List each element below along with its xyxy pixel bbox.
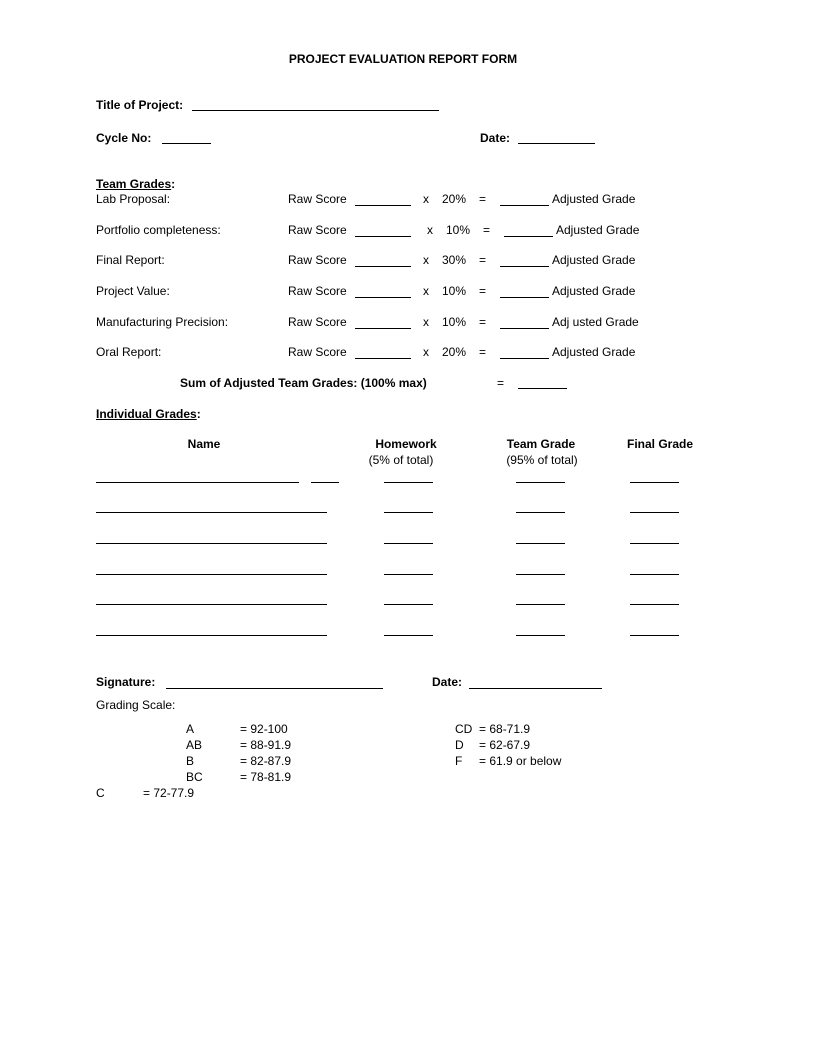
adjusted-grade-label: Adjusted Grade [552,192,636,206]
signature-label: Signature: [96,675,156,689]
grade-letter: F [455,754,463,768]
homework-field[interactable] [384,635,433,636]
sum-label: Sum of Adjusted Team Grades: (100% max) [180,376,427,390]
grade-letter: B [186,754,195,768]
weight-percent: 20% [442,192,467,206]
homework-field[interactable] [384,482,433,483]
grade-range: = 82-87.9 [240,754,292,768]
name-field[interactable] [96,543,327,544]
weight-percent: 30% [442,253,467,267]
grade-letter: C [96,786,105,800]
raw-score-label: Raw Score [288,284,347,298]
team-row-label: Oral Report: [96,345,162,359]
equals-sign: = [479,192,487,206]
raw-score-label: Raw Score [288,253,347,267]
grade-range: = 88-91.9 [240,738,292,752]
date-field[interactable] [518,143,595,144]
page-title: PROJECT EVALUATION REPORT FORM [288,52,518,66]
raw-score-label: Raw Score [288,315,347,329]
team-grades-heading-colon: : [171,177,176,191]
adjusted-grade-field[interactable] [500,266,549,267]
adjusted-grade-label: Adjusted Grade [552,253,636,267]
grade-range: = 68-71.9 [479,722,531,736]
final-grade-field[interactable] [630,543,679,544]
homework-field[interactable] [384,512,433,513]
sum-equals: = [497,376,505,390]
weight-percent: 10% [442,315,467,329]
raw-score-field[interactable] [355,358,411,359]
date-label: Date: [480,131,511,145]
equals-sign: = [479,315,487,329]
team-grade-field[interactable] [516,635,565,636]
times-sign: x [423,345,429,359]
grade-range: = 78-81.9 [240,770,292,784]
col-header-team-sub: (95% of total) [506,453,578,467]
signature-field[interactable] [166,688,383,689]
raw-score-field[interactable] [355,328,411,329]
name-field[interactable] [96,482,299,483]
individual-grades-heading [96,407,201,421]
times-sign: x [423,192,429,206]
weight-percent: 20% [442,345,467,359]
individual-grades-heading-colon: : [196,407,201,421]
equals-sign: = [483,223,491,237]
team-grade-field[interactable] [516,482,565,483]
times-sign: x [427,223,433,237]
homework-field[interactable] [384,543,433,544]
team-row-label: Portfolio completeness: [96,223,221,237]
grade-range: = 72-77.9 [143,786,195,800]
project-title-field[interactable] [192,110,439,111]
times-sign: x [423,253,429,267]
final-grade-field[interactable] [630,604,679,605]
name-field[interactable] [96,574,327,575]
grading-scale-label: Grading Scale: [96,698,176,712]
adjusted-grade-field[interactable] [500,297,549,298]
col-header-team: Team Grade [506,437,576,451]
team-row-label: Lab Proposal: [96,192,171,206]
weight-percent: 10% [446,223,471,237]
sum-field[interactable] [518,388,567,389]
raw-score-label: Raw Score [288,192,347,206]
times-sign: x [423,315,429,329]
grade-letter: AB [186,738,203,752]
col-header-final: Final Grade [626,437,694,451]
raw-score-label: Raw Score [288,223,347,237]
team-grade-field[interactable] [516,574,565,575]
final-grade-field[interactable] [630,574,679,575]
team-row-label: Project Value: [96,284,170,298]
raw-score-field[interactable] [355,205,411,206]
final-grade-field[interactable] [630,482,679,483]
adjusted-grade-label: Adjusted Grade [552,345,636,359]
project-title-label: Title of Project: [96,98,184,112]
times-sign: x [423,284,429,298]
grade-letter: BC [186,770,203,784]
name-field[interactable] [96,604,327,605]
cycle-field[interactable] [162,143,211,144]
raw-score-field[interactable] [355,297,411,298]
cycle-label: Cycle No: [96,131,152,145]
col-header-name: Name [187,437,221,451]
weight-percent: 10% [442,284,467,298]
adjusted-grade-field[interactable] [500,328,549,329]
grade-range: = 92-100 [240,722,288,736]
team-grade-field[interactable] [516,512,565,513]
adjusted-grade-field[interactable] [500,358,549,359]
adjusted-grade-label: Adj usted Grade [552,315,639,329]
signature-date-field[interactable] [469,688,602,689]
individual-grades-heading-text: Individual Grades [96,407,197,421]
homework-field[interactable] [384,574,433,575]
final-grade-field[interactable] [630,512,679,513]
final-grade-field[interactable] [630,635,679,636]
adjusted-grade-label: Adjusted Grade [556,223,640,237]
grade-letter: CD [455,722,473,736]
raw-score-field[interactable] [355,266,411,267]
raw-score-label: Raw Score [288,345,347,359]
name-field[interactable] [96,635,327,636]
grade-letter: A [186,722,195,736]
adjusted-grade-field[interactable] [504,236,553,237]
team-row-label: Final Report: [96,253,165,267]
col-header-homework: Homework [375,437,437,451]
grade-range: = 62-67.9 [479,738,531,752]
equals-sign: = [479,253,487,267]
name-extra-field[interactable] [311,482,339,483]
team-grades-heading [96,177,175,191]
adjusted-grade-label: Adjusted Grade [552,284,636,298]
team-grade-field[interactable] [516,543,565,544]
col-header-homework-sub: (5% of total) [368,453,434,467]
raw-score-field[interactable] [355,236,411,237]
team-grade-field[interactable] [516,604,565,605]
name-field[interactable] [96,512,327,513]
grade-letter: D [455,738,464,752]
homework-field[interactable] [384,604,433,605]
team-grades-heading-text: Team Grades [96,177,172,191]
grade-range: = 61.9 or below [479,754,562,768]
adjusted-grade-field[interactable] [500,205,549,206]
equals-sign: = [479,345,487,359]
equals-sign: = [479,284,487,298]
signature-date-label: Date: [432,675,463,689]
team-row-label: Manufacturing Precision: [96,315,229,329]
